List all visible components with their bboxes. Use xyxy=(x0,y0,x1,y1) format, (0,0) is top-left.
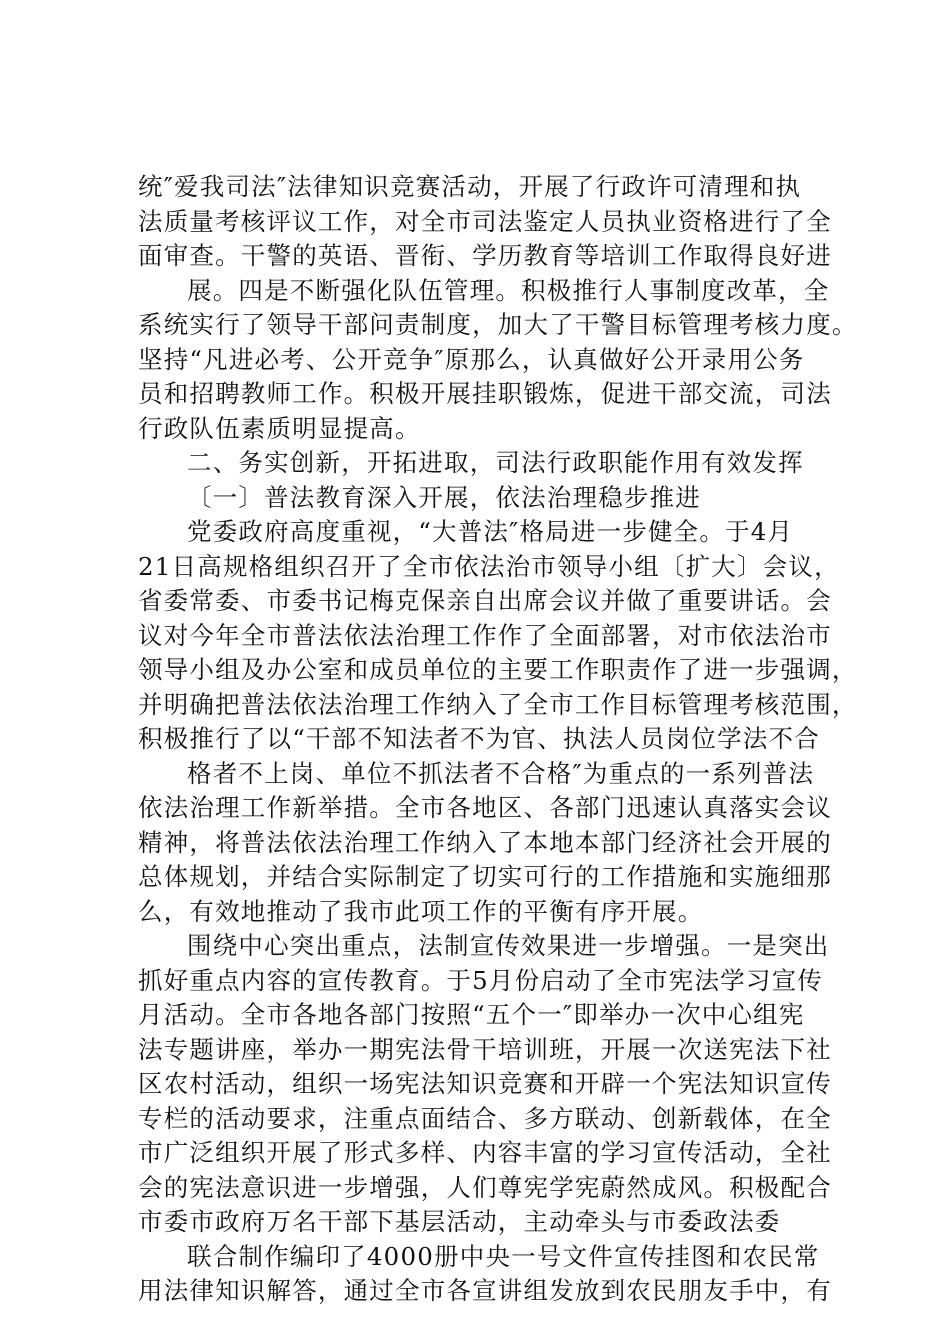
text-line: 区农村活动，组织一场宪法知识竞赛和开辟一个宪法知识宣传 xyxy=(138,1069,832,1098)
text-line: 月活动。全市各地各部门按照“五个一″即举办一次中心组宪 xyxy=(138,1000,805,1029)
text-line: 会的宪法意识进一步增强，人们尊宪学宪蔚然成风。积极配合 xyxy=(138,1172,832,1202)
text-line: 精神，将普法依法治理工作纳入了本地本部门经济社会开展的 xyxy=(138,827,832,857)
text-line: 省委常委、市委书记梅克保亲自出席会议并做了重要讲话。会 xyxy=(138,586,832,615)
text-line: 法专题讲座，举办一期宪法骨干培训班，开展一次送宪法下社 xyxy=(138,1034,832,1064)
text-line: 市委市政府万名干部下基层活动，主动牵头与市委政法委 xyxy=(138,1207,781,1236)
text-line: 格者不上岗、单位不抓法者不合格″为重点的一系列普法 xyxy=(187,758,815,788)
text-line: 围绕中心突出重点，法制宣传效果进一步增强。一是突出 xyxy=(187,931,830,960)
text-line: 法质量考核评议工作，对全市司法鉴定人员执业资格进行了全 xyxy=(138,206,832,236)
text-line: 21日高规格组织召开了全市依法治市领导小组〔扩大〕会议， xyxy=(138,551,840,581)
text-line: 行政队伍素质明显提高。 xyxy=(138,413,421,443)
text-line: 员和招聘教师工作。积极开展挂职锻炼，促进干部交流，司法 xyxy=(138,379,832,408)
text-line: 依法治理工作新举措。全市各地区、各部门迅速认真落实会议 xyxy=(138,793,832,822)
text-line: 议对今年全市普法依法治理工作作了全面部署，对市依法治市 xyxy=(138,620,832,650)
text-line: 抓好重点内容的宣传教育。于5月份启动了全市宪法学习宣传 xyxy=(138,965,823,995)
text-line: 总体规划，并结合实际制定了切实可行的工作措施和实施细那 xyxy=(138,862,832,891)
text-line: 坚持“凡进必考、公开竞争″原那么，认真做好公开录用公务 xyxy=(138,344,805,374)
text-line: 专栏的活动要求，注重点面结合、多方联动、创新载体，在全 xyxy=(138,1103,832,1133)
text-line: 展。四是不断强化队伍管理。积极推行人事制度改革，全 xyxy=(187,275,830,305)
text-line: 么，有效地推动了我市此项工作的平衡有序开展。 xyxy=(138,896,704,926)
text-line: 系统实行了领导干部问责制度，加大了干警目标管理考核力度。 xyxy=(138,310,858,339)
text-line: 联合制作编印了4000册中央一号文件宣传挂图和农民常 xyxy=(187,1241,820,1271)
text-line: 二、务实创新，开拓进取，司法行政职能作用有效发挥 xyxy=(187,448,804,477)
document-body xyxy=(138,170,858,1309)
text-line: 统″爱我司法″法律知识竞赛活动，开展了行政许可清理和执 xyxy=(138,172,802,201)
text-line: 领导小组及办公室和成员单位的主要工作职责作了进一步强调， xyxy=(138,655,858,684)
text-line: 面审查。干警的英语、晋衔、学历教育等培训工作取得良好进 xyxy=(138,241,832,270)
text-line: 市广泛组织开展了形式多样、内容丰富的学习宣传活动，全社 xyxy=(138,1138,832,1167)
text-line: 党委政府高度重视，“大普法″格局进一步健全。于4月 xyxy=(187,517,794,546)
text-line: 积极推行了以“干部不知法者不为官、执法人员岗位学法不合 xyxy=(138,724,820,753)
text-line: 用法律知识解答，通过全市各宣讲组发放到农民朋友手中，有 xyxy=(138,1276,832,1305)
text-line: 并明确把普法依法治理工作纳入了全市工作目标管理考核范围， xyxy=(138,689,858,719)
text-line: 〔一〕普法教育深入开展，依法治理稳步推进 xyxy=(187,482,701,512)
